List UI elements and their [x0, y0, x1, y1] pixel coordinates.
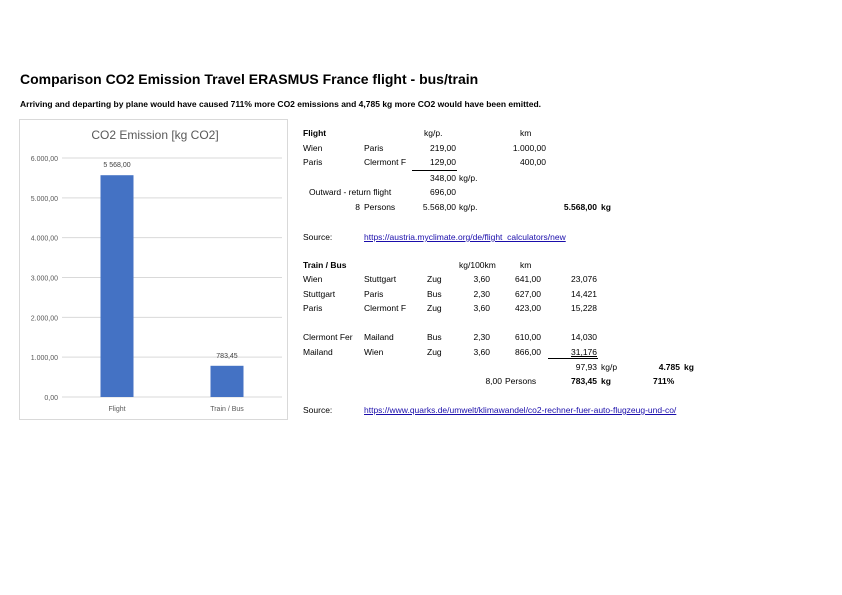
flight-return-label: Outward - return flight [309, 187, 392, 197]
train-row-mode: Zug [427, 347, 442, 357]
train-total: 783,45 [571, 376, 597, 386]
train-row-to: Stuttgart [364, 274, 397, 284]
flight-total: 5.568,00 [563, 202, 597, 212]
y-tick-label: 3.000,00 [30, 275, 58, 283]
flight-persons-value: 5.568,00 [422, 202, 456, 212]
flight-km-header: km [520, 128, 532, 138]
train-sum-line [548, 358, 598, 359]
train-persons-label: Persons [505, 376, 537, 386]
train-unit-header: kg/100km [459, 260, 496, 270]
flight-row-to: Paris [364, 143, 384, 153]
train-row-rate: 2,30 [473, 289, 490, 299]
train-row-mode: Zug [427, 303, 442, 313]
train-row-kg: 31,176 [571, 347, 597, 357]
flight-row-to: Clermont F [364, 157, 407, 167]
train-row-rate: 3,60 [473, 303, 490, 313]
chart-title: CO2 Emission [kg CO2] [91, 128, 219, 142]
train-row-km: 423,00 [515, 303, 541, 313]
train-row-mode: Bus [427, 289, 442, 299]
train-row-from: Clermont Fer [303, 332, 353, 342]
y-tick-label: 1.000,00 [30, 355, 58, 363]
page-subtitle: Arriving and departing by plane would have caused 711% more CO2 emissions and 4,785 kg more CO2 would have been emitted. [20, 99, 542, 109]
y-tick-label: 2.000,00 [30, 315, 58, 323]
train-row-kg: 14,421 [571, 289, 597, 299]
flight-subtotal: 348,00 [430, 173, 456, 183]
flight-header: Flight [303, 128, 327, 138]
flight-row-km: 400,00 [520, 157, 546, 167]
train-row-to: Mailand [364, 332, 394, 342]
train-row-from: Paris [303, 303, 323, 313]
train-row-mode: Bus [427, 332, 442, 342]
difference-unit: kg [684, 362, 694, 372]
train-header: Train / Bus [303, 260, 347, 270]
y-tick-label: 4.000,00 [30, 235, 58, 243]
flight-sum-line [412, 170, 457, 171]
train-row-to: Clermont F [364, 303, 407, 313]
train-row-rate: 2,30 [473, 332, 490, 342]
source2-label: Source: [303, 405, 333, 415]
train-row-from: Mailand [303, 347, 333, 357]
y-tick-label: 6.000,00 [30, 156, 58, 163]
train-row-rate: 3,60 [473, 274, 490, 284]
source1-link[interactable]: https://austria.myclimate.org/de/flight_calculators/new [364, 232, 566, 242]
co2-chart-svg [20, 120, 289, 421]
flight-row-km: 1.000,00 [512, 143, 546, 153]
flight-row-from: Paris [303, 157, 323, 167]
percent-value: 711% [653, 376, 675, 386]
train-subtotal: 97,93 [575, 362, 597, 372]
flight-persons-unit: kg/p. [459, 202, 478, 212]
difference-value: 4.785 [658, 362, 680, 372]
train-subtotal-unit: kg/p [601, 362, 618, 372]
flight-row-kgp: 219,00 [430, 143, 456, 153]
train-total-unit: kg [601, 376, 611, 386]
train-km-header: km [520, 260, 532, 270]
flight-persons-label: Persons [364, 202, 396, 212]
train-row-from: Wien [303, 274, 323, 284]
train-row-km: 627,00 [515, 289, 541, 299]
flight-row-kgp: 129,00 [430, 157, 456, 167]
train-row-km: 866,00 [515, 347, 541, 357]
flight-return-value: 696,00 [430, 187, 456, 197]
bar-data-label: 783,45 [216, 352, 238, 360]
flight-row-from: Wien [303, 143, 323, 153]
bar-data-label: 5 568,00 [103, 162, 131, 170]
train-row-km: 610,00 [515, 332, 541, 342]
flight-subtotal-unit: kg/p. [459, 173, 478, 183]
train-row-kg: 23,076 [571, 274, 597, 284]
x-category-label: Train / Bus [210, 406, 244, 413]
train-row-rate: 3,60 [473, 347, 490, 357]
co2-chart [19, 119, 288, 420]
bar [101, 175, 134, 397]
train-persons: 8,00 [485, 376, 502, 386]
flight-total-unit: kg [601, 202, 611, 212]
y-tick-label: 0,00 [44, 395, 58, 402]
source1-label: Source: [303, 232, 333, 242]
train-row-from: Stuttgart [303, 289, 336, 299]
train-row-to: Paris [364, 289, 384, 299]
train-row-kg: 14,030 [571, 332, 597, 342]
x-category-label: Flight [108, 406, 126, 413]
source2-link[interactable]: https://www.quarks.de/umwelt/klimawandel/co2-rechner-fuer-auto-flugzeug-und-co/ [364, 405, 677, 415]
train-row-km: 641,00 [515, 274, 541, 284]
train-row-mode: Zug [427, 274, 442, 284]
train-row-to: Wien [364, 347, 384, 357]
train-row-kg: 15,228 [571, 303, 597, 313]
page-title: Comparison CO2 Emission Travel ERASMUS France flight - bus/train [20, 71, 479, 87]
y-tick-label: 5.000,00 [30, 195, 58, 203]
flight-persons-count: 8 [355, 202, 360, 212]
flight-unit-header: kg/p. [424, 128, 443, 138]
bar [211, 366, 244, 397]
